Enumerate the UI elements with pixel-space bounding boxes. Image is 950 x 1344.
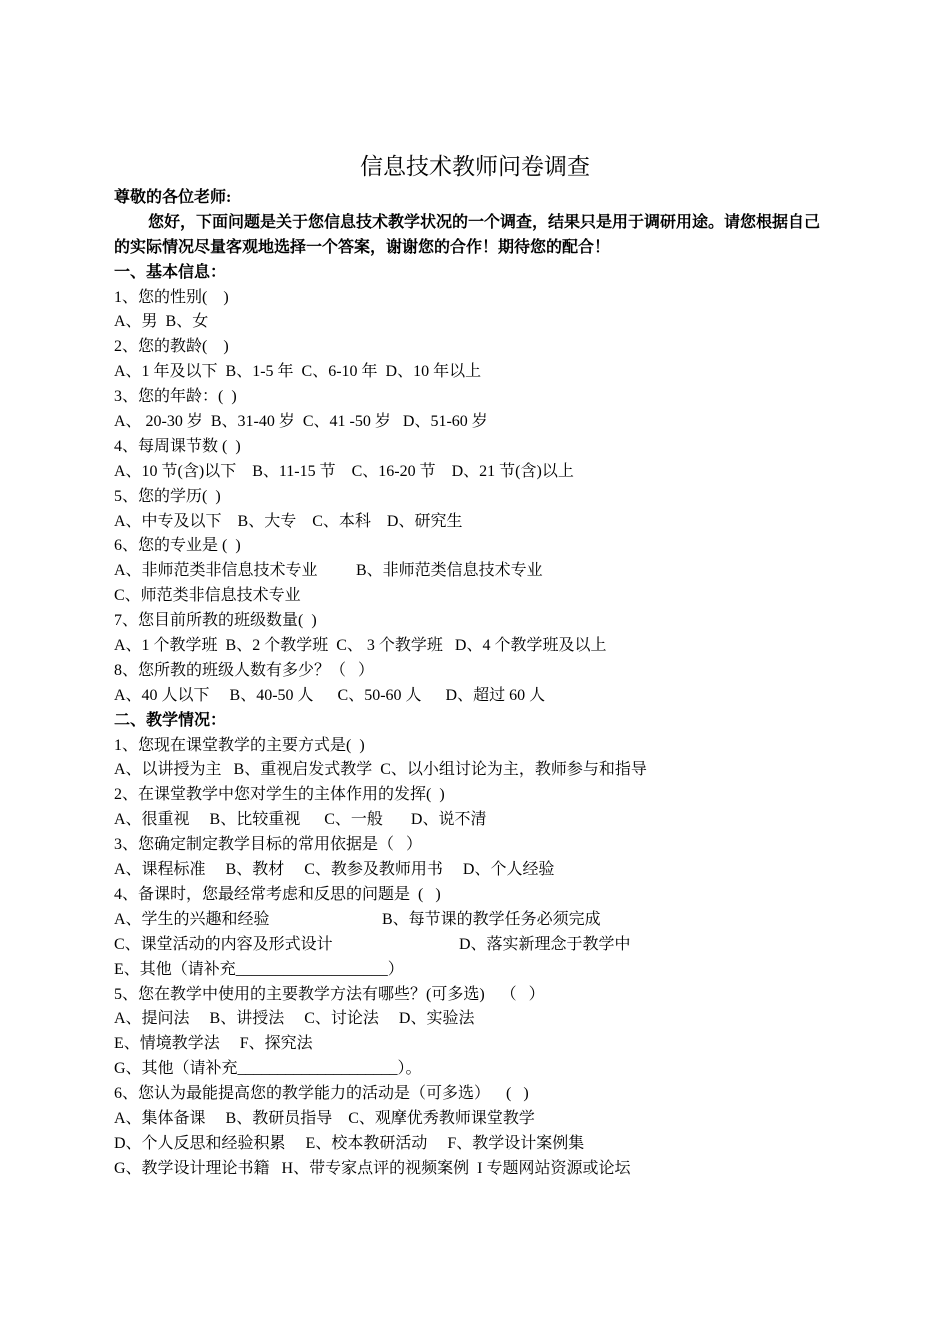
document-title: 信息技术教师问卷调查 bbox=[360, 154, 590, 180]
greeting: 尊敬的各位老师: bbox=[114, 189, 232, 206]
question-teaching-years: 2、您的教龄( ) bbox=[114, 338, 229, 356]
option-prep-c: C、课堂活动的内容及形式设计 bbox=[114, 935, 333, 953]
option-major-c: C、师范类非信息技术专业 bbox=[114, 587, 301, 605]
question-education: 5、您的学历( ) bbox=[114, 487, 221, 505]
option-prep-a: A、学生的兴趣和经验 bbox=[114, 910, 270, 928]
question-age: 3、您的年龄：( ) bbox=[114, 388, 237, 406]
options-education: A、中专及以下 B、大专 C、本科 D、研究生 bbox=[114, 512, 463, 530]
question-objective-basis: 3、您确定制定教学目标的常用依据是（ ） bbox=[114, 836, 423, 854]
options-objective-basis: A、课程标准 B、教材 C、教参及教师用书 D、个人经验 bbox=[114, 861, 555, 879]
options-class-size: A、40 人以下 B、40-50 人 C、50-60 人 D、超过 60 人 bbox=[114, 686, 546, 704]
options-gender: A、男 B、女 bbox=[114, 313, 209, 331]
options-ability-activities-row-3: G、教学设计理论书籍 H、带专家点评的视频案例 I 专题网站资源或论坛 bbox=[114, 1159, 631, 1177]
options-class-count: A、1 个教学班 B、2 个教学班 C、 3 个教学班 D、4 个教学班及以上 bbox=[114, 637, 607, 655]
options-teaching-mode: A、以讲授为主 B、重视启发式教学 C、以小组讨论为主，教师参与和指导 bbox=[114, 761, 647, 779]
option-prep-e: E、其他（请补充___________________） bbox=[114, 960, 404, 978]
question-class-count: 7、您目前所教的班级数量( ) bbox=[114, 612, 317, 630]
options-teaching-methods-row-1: A、提问法 B、讲授法 C、讨论法 D、实验法 bbox=[114, 1010, 475, 1028]
intro-line-2: 的实际情况尽量客观地选择一个答案，谢谢您的合作！期待您的配合！ bbox=[114, 238, 611, 256]
options-age: A、 20-30 岁 B、31-40 岁 C、41 -50 岁 D、51-60 岁 bbox=[114, 413, 488, 431]
option-methods-other: G、其他（请补充____________________）。 bbox=[114, 1060, 422, 1078]
options-lesson-prep-row-1 bbox=[114, 908, 844, 933]
question-teaching-mode: 1、您现在课堂教学的主要方式是( ) bbox=[114, 736, 365, 754]
option-major-a: A、非师范类非信息技术专业 bbox=[114, 562, 318, 580]
question-class-size: 8、您所教的班级人数有多少？（ ） bbox=[114, 661, 375, 679]
options-lesson-prep-row-2 bbox=[114, 933, 844, 958]
options-ability-activities-row-2: D、个人反思和经验积累 E、校本教研活动 F、教学设计案例集 bbox=[114, 1134, 585, 1152]
option-prep-d: D、落实新理念于教学中 bbox=[459, 935, 631, 953]
question-student-role: 2、在课堂教学中您对学生的主体作用的发挥( ) bbox=[114, 786, 445, 804]
options-teaching-methods-row-2: E、情境教学法 F、探究法 bbox=[114, 1035, 313, 1053]
document-body bbox=[114, 186, 844, 1182]
options-student-role: A、很重视 B、比较重视 C、一般 D、说不清 bbox=[114, 811, 487, 829]
option-major-b: B、非师范类信息技术专业 bbox=[356, 562, 543, 580]
section-basic-info-heading: 一、基本信息： bbox=[114, 263, 227, 281]
intro-line-1: 您好，下面问题是关于您信息技术教学状况的一个调查，结果只是用于调研用途。请您根据自己 bbox=[148, 213, 821, 231]
question-major: 6、您的专业是 ( ) bbox=[114, 537, 241, 555]
options-teaching-years: A、1 年及以下 B、1-5 年 C、6-10 年 D、10 年以上 bbox=[114, 363, 482, 381]
options-ability-activities-row-1: A、集体备课 B、教研员指导 C、观摩优秀教师课堂教学 bbox=[114, 1109, 535, 1127]
question-weekly-lessons: 4、每周课节数 ( ) bbox=[114, 437, 241, 455]
question-teaching-methods: 5、您在教学中使用的主要教学方法有哪些？(可多选) （ ） bbox=[114, 985, 545, 1003]
options-major-row-1 bbox=[114, 559, 844, 584]
question-lesson-prep: 4、备课时，您最经常考虑和反思的问题是 ( ) bbox=[114, 885, 441, 903]
option-prep-b: B、每节课的教学任务必须完成 bbox=[382, 910, 601, 928]
question-ability-activities: 6、您认为最能提高您的教学能力的活动是（可多选） ( ) bbox=[114, 1085, 529, 1103]
section-teaching-heading: 二、教学情况： bbox=[114, 711, 227, 729]
question-gender: 1、您的性别( ) bbox=[114, 288, 229, 306]
options-weekly-lessons: A、10 节(含)以下 B、11-15 节 C、16-20 节 D、21 节(含)以上 bbox=[114, 462, 574, 480]
